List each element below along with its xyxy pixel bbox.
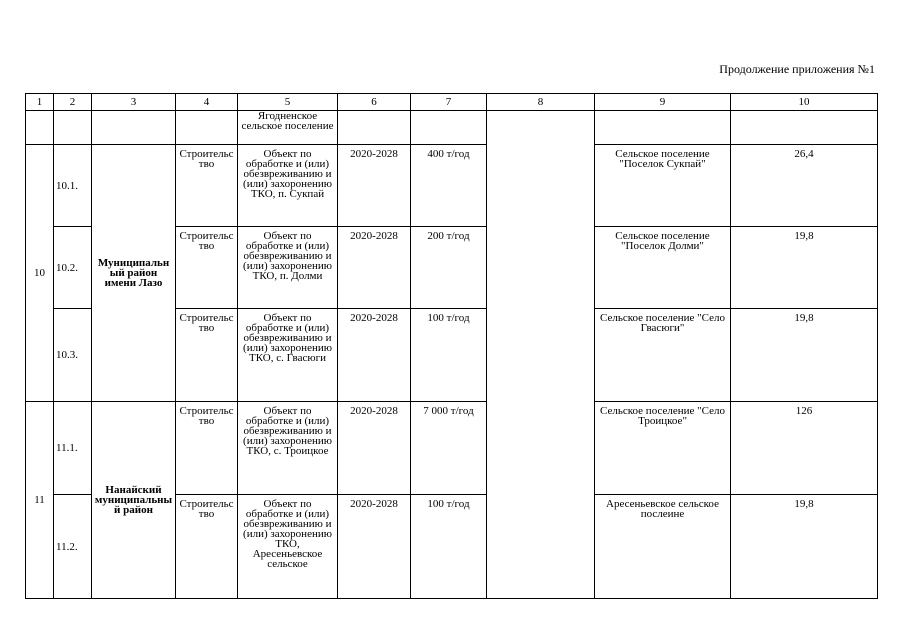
district-name: Муниципальный район имени Лазо bbox=[92, 145, 176, 402]
header-cell: 1 bbox=[26, 94, 54, 111]
object-cell: Объект по обработке и (или) обезвреживанию и (или) захоронению ТКО, с. Гвасюги bbox=[238, 309, 338, 402]
activity-cell: Строительство bbox=[176, 227, 238, 309]
value-cell: 26,4 bbox=[731, 145, 878, 227]
objects-table bbox=[25, 93, 878, 599]
object-cell: Объект по обработке и (или) обезвреживанию и (или) захоронению ТКО, с. Троицкое bbox=[238, 402, 338, 495]
table-row bbox=[26, 111, 878, 145]
value-cell: 126 bbox=[731, 402, 878, 495]
object-cell: Объект по обработке и (или) обезвреживанию и (или) захоронению ТКО, п. Сукпай bbox=[238, 145, 338, 227]
period-cell: 2020-2028 bbox=[338, 402, 411, 495]
capacity-cell: 200 т/год bbox=[411, 227, 487, 309]
activity-cell: Строительство bbox=[176, 402, 238, 495]
header-cell: 5 bbox=[238, 94, 338, 111]
header-cell: 8 bbox=[487, 94, 595, 111]
capacity-cell: 7 000 т/год bbox=[411, 402, 487, 495]
settlement-cell: Сельское поселение "Поселок Долми" bbox=[595, 227, 731, 309]
settlement-cell: Сельское поселение "Поселок Сукпай" bbox=[595, 145, 731, 227]
header-cell: 10 bbox=[731, 94, 878, 111]
header-cell: 6 bbox=[338, 94, 411, 111]
sub-number: 11.2. bbox=[54, 495, 92, 599]
header-cell: 9 bbox=[595, 94, 731, 111]
sub-number: 10.2. bbox=[54, 227, 92, 309]
settlement-cell: Сельское поселение "Село Троицкое" bbox=[595, 402, 731, 495]
column-8-empty bbox=[487, 111, 595, 599]
settlement-cell: Аресеньевское сельское послеине bbox=[595, 495, 731, 599]
header-cell: 7 bbox=[411, 94, 487, 111]
table-row bbox=[26, 402, 878, 495]
settlement-cell: Сельское поселение "Село Гвасюги" bbox=[595, 309, 731, 402]
header-row bbox=[26, 94, 878, 111]
header-cell: 3 bbox=[92, 94, 176, 111]
sub-number: 11.1. bbox=[54, 402, 92, 495]
group-number: 11 bbox=[26, 402, 54, 599]
table-row bbox=[26, 145, 878, 227]
district-name: Нанайский муниципальный район bbox=[92, 402, 176, 599]
capacity-cell: 400 т/год bbox=[411, 145, 487, 227]
activity-cell: Строительство bbox=[176, 495, 238, 599]
period-cell: 2020-2028 bbox=[338, 227, 411, 309]
appendix-caption: Продолжение приложения №1 bbox=[719, 62, 875, 76]
period-cell: 2020-2028 bbox=[338, 145, 411, 227]
period-cell: 2020-2028 bbox=[338, 495, 411, 599]
value-cell: 19,8 bbox=[731, 495, 878, 599]
header-cell: 4 bbox=[176, 94, 238, 111]
value-cell: 19,8 bbox=[731, 309, 878, 402]
capacity-cell: 100 т/год bbox=[411, 309, 487, 402]
period-cell: 2020-2028 bbox=[338, 309, 411, 402]
activity-cell: Строительство bbox=[176, 145, 238, 227]
object-cell: Ягодненское сельское поселение bbox=[238, 111, 338, 145]
value-cell: 19,8 bbox=[731, 227, 878, 309]
object-cell: Объект по обработке и (или) обезвреживанию и (или) захоронению ТКО, п. Долми bbox=[238, 227, 338, 309]
object-cell: Объект по обработке и (или) обезвреживанию и (или) захоронению ТКО, Аресеньевское сельское bbox=[238, 495, 338, 599]
capacity-cell: 100 т/год bbox=[411, 495, 487, 599]
group-number: 10 bbox=[26, 145, 54, 402]
activity-cell: Строительство bbox=[176, 309, 238, 402]
header-cell: 2 bbox=[54, 94, 92, 111]
sub-number: 10.1. bbox=[54, 145, 92, 227]
sub-number: 10.3. bbox=[54, 309, 92, 402]
